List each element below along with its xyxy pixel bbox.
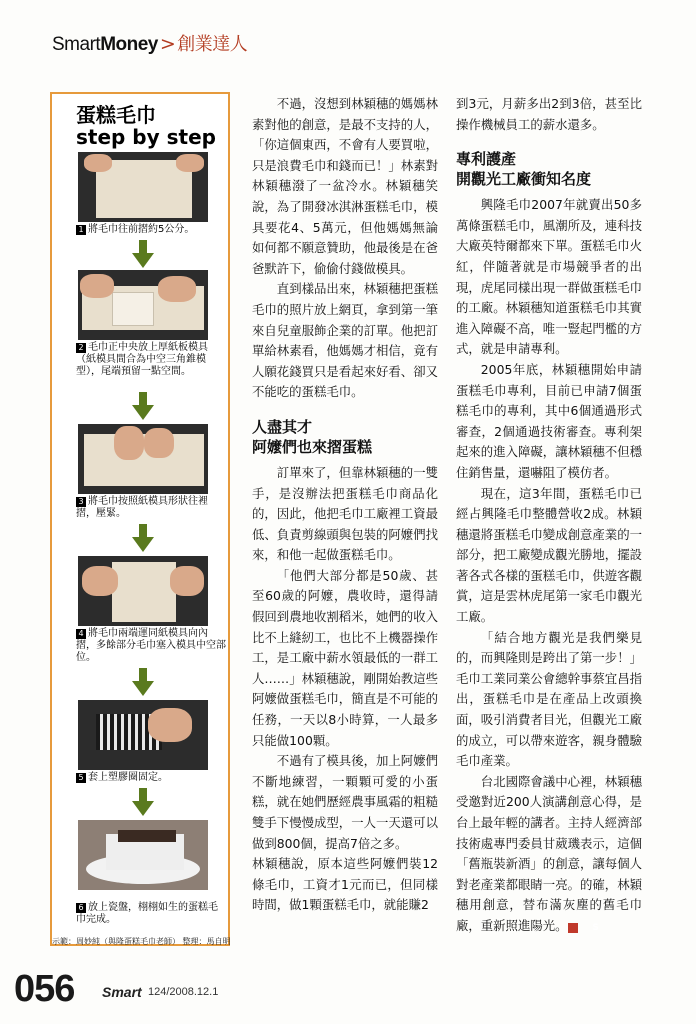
paragraph: 不過，沒想到林穎穗的媽媽林素對他的創意，是最不支持的人，「你這個東西，不會有人要買啦，只是浪費毛巾和錢而已！」林素對林穎穗潑了一盆冷水。林穎穗笑說，為了開發冰淇淋蛋糕毛巾，模具要花4、5萬元，但他媽媽無論如何都不願意贊助，他最後是在爸爸默許下，偷偷付錢做模具。	[252, 96, 438, 276]
step-1-caption: 1 將毛巾往前摺約5公分。	[76, 224, 226, 236]
step-6-caption: 6 放上瓷盤，栩栩如生的蛋糕毛巾完成。	[76, 902, 218, 925]
step-3-photo	[78, 424, 208, 494]
article-column-2	[456, 94, 642, 937]
down-arrow-icon	[132, 788, 154, 816]
subheading: 人盡其才 阿嬤們也來摺蛋糕	[252, 417, 373, 456]
end-mark-icon: S	[568, 923, 578, 933]
section-name: 創業達人	[177, 34, 248, 55]
subheading: 專利護產 開觀光工廠衝知名度	[456, 150, 592, 189]
paragraph: 直到樣品出來，林穎穗把蛋糕毛巾的照片放上網頁，拿到第一筆來自兒童服飾企業的訂單。他把訂單給林素看，他媽媽才相信，竟有人願花錢買只是看起來好看、卻又不能吃的蛋糕毛巾。	[252, 281, 438, 400]
step-5-caption: 5 套上塑膠圈固定。	[76, 772, 226, 784]
paragraph: 興隆毛巾2007年就賣出50多萬條蛋糕毛巾，風潮所及，連科技大廠英特爾都來下單。蛋糕毛巾火紅，伴隨著就是市場競爭者的出現，虎尾同樣出現一群做蛋糕毛巾的工廠。林穎穗知道蛋糕毛巾其實進入障礙不高，唯一豎起門檻的方式，就是申請專利。	[456, 197, 642, 357]
step-6-photo	[78, 820, 208, 890]
paragraph: 2005年底，林穎穗開始申請蛋糕毛巾專利，目前已申請7個蛋糕毛巾的專利，其中6個通過形式審查，2個通過技術審查。專利架起來的進入障礙，讓林穎穗不但穩住銷售量，還嚇阻了模仿者。	[456, 361, 642, 480]
step-1-photo	[78, 152, 208, 222]
down-arrow-icon	[132, 392, 154, 420]
paragraph: 現在，這3年間，蛋糕毛巾已經占興隆毛巾整體營收2成。林穎穗還將蛋糕毛巾變成創意產業的一部分，把工廠變成觀光勝地，擺設著各式各樣的蛋糕毛巾，供遊客觀賞，這是雲林虎尾第一家毛巾觀光工廠。	[456, 485, 642, 625]
sidebar-title: 蛋糕毛巾 step by step	[76, 103, 216, 149]
step-by-step-box	[50, 92, 230, 946]
step-5-photo	[78, 700, 208, 770]
footer-logo: Smart	[102, 984, 142, 1000]
paragraph: 林穎穗說，原本這些阿嬤們裝12條毛巾，工資才1元而已，但同樣時間，做1顆蛋糕毛巾，就能賺2	[252, 856, 438, 913]
paragraph: 訂單來了，但靠林穎穗的一雙手，是沒辦法把蛋糕毛巾商品化的，因此，他把毛巾工廠裡工資最低、負責剪線頭與包裝的阿嬤們找來，和他一起做蛋糕毛巾。	[252, 464, 438, 563]
paragraph: 不過有了模具後，加上阿嬤們不斷地練習，一顆顆可愛的小蛋糕，就在她們歷經農事風霜的粗糙雙手下慢慢成型，一人一天還可以做到800個，提高7倍之多。	[252, 753, 438, 851]
page-footer	[14, 968, 219, 1011]
down-arrow-icon	[132, 524, 154, 552]
header-arrow: >	[159, 33, 176, 55]
paragraph: 「結合地方觀光是我們樂見的，而興隆則是跨出了第一步！」毛巾工業同業公會總幹事蔡宜昌指出，蛋糕毛巾是在產品上改頭換面，吸引消費者目光，但觀光工廠的成立，可以帶來遊客，親身體驗毛巾產業。	[456, 629, 642, 769]
article-column-1	[252, 94, 438, 916]
paragraph: 「他們大部分都是50歲、甚至60歲的阿嬤，農收時，還得請假回到農地收割稻米，她們的收入比不上縫紉工，也比不上機器操作工，是工廠中薪水領最低的一群工人……」林穎穗說，剛開始教這些阿嬤做蛋糕毛巾，簡直是不可能的任務，一天以8小時算，一人最多只能做100顆。	[252, 567, 438, 748]
page-number: 056	[14, 968, 75, 1010]
down-arrow-icon	[132, 668, 154, 696]
issue-date: 124/2008.12.1	[148, 986, 219, 998]
magazine-brand: SmartMoney	[52, 34, 158, 55]
paragraph: 到3元，月薪多出2到3倍，甚至比操作機械員工的薪水還多。	[456, 96, 642, 132]
step-4-caption: 4 將毛巾兩端運同紙模具向內摺，多餘部分毛巾塞入模具中空部位。	[76, 628, 226, 663]
step-3-caption: 3 將毛巾按照紙模具形狀往裡摺，壓緊。	[76, 496, 208, 519]
page-header	[52, 30, 247, 56]
step-2-photo	[78, 270, 208, 340]
photo-credit: 示範：周妙純（與隆蛋糕毛巾老師） 整理：馬自明	[52, 937, 231, 946]
paragraph: 台北國際會議中心裡，林穎穗受邀對近200人演講創意心得，是台上最年輕的講者。主持人經濟部技術處專門委員甘葳璣表示，這個「舊瓶裝新酒」的創意，讓每個人對老產業都眼睛一亮。的確，林穎穗用創意，替布滿灰塵的舊毛巾廠，重新照進陽光。 S	[456, 773, 642, 933]
down-arrow-icon	[132, 240, 154, 268]
step-4-photo	[78, 556, 208, 626]
step-2-caption: 2 毛巾正中央放上厚紙板模具（紙模具間合為中空三角錐模型），尾端預留一點空間。	[76, 342, 208, 377]
